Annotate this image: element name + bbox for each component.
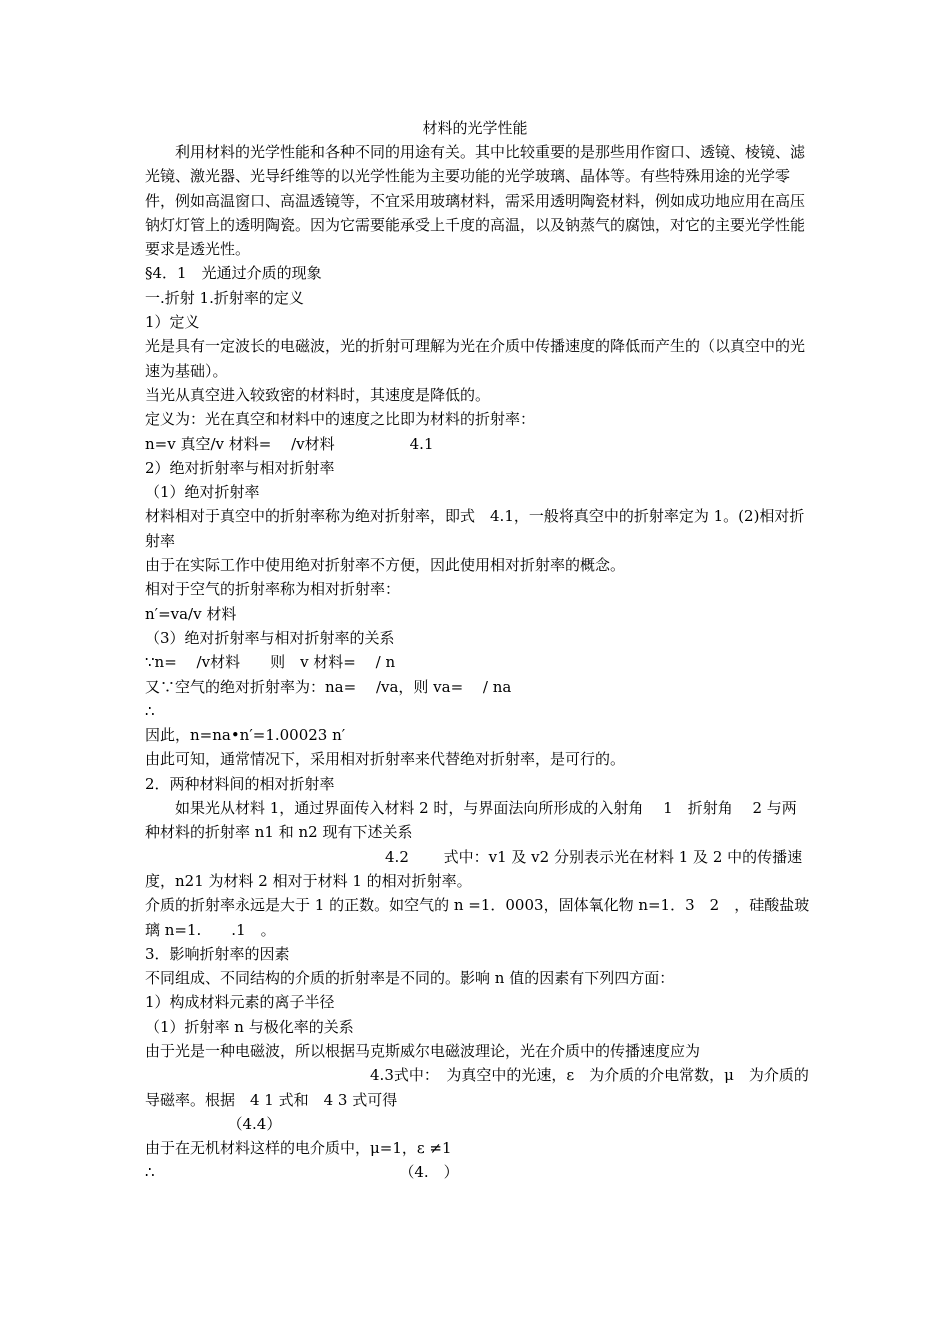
body-paragraph: 4.2 式中：v1 及 v2 分别表示光在材料 1 及 2 中的传播速度，n21 为材料 2 相对于材料 1 的相对折射率。 (145, 847, 803, 890)
document-title: 材料的光学性能 (422, 119, 528, 137)
section-heading: 3．影响折射率的因素 (145, 944, 290, 963)
document-body (145, 140, 811, 1185)
item-heading: 1）定义 (145, 313, 200, 332)
body-paragraph: 4.3式中： 为真空中的光速，ε 为介质的介电常数，μ 为介质的导磁率。根据 4 1 式和 4 3 式可得 (145, 1066, 809, 1109)
body-paragraph: 光是具有一定波长的电磁波，光的折射可理解为光在介质中传播速度的降低而产生的（以真空中的光速为基础）。 (145, 337, 806, 380)
body-paragraph: 如果光从材料 1，通过界面传入材料 2 时，与界面法向所形成的入射角 1 折射角 2 与两种材料的折射率 n1 和 n2 现有下述关系 (145, 799, 797, 842)
body-paragraph: 不同组成、不同结构的介质的折射率是不同的。影响 n 值的因素有下列四方面： (145, 969, 675, 988)
item-heading: （1）绝对折射率 (145, 483, 260, 502)
item-heading: （3）绝对折射率与相对折射率的关系 (145, 628, 395, 647)
item-heading: 2）绝对折射率与相对折射率 (145, 458, 335, 477)
body-paragraph: 材料相对于真空中的折射率称为绝对折射率，即式 4.1，一般将真空中的折射率定为 1。(2)相对折射率 (145, 507, 805, 550)
body-paragraph: 介质的折射率永远是大于 1 的正数。如空气的 n =1．0003，固体氧化物 n=1．3 2 ，硅酸盐玻璃 n=1. .1 。 (145, 896, 810, 939)
formula-line: ∴ （4. ） (145, 1163, 459, 1182)
body-paragraph: 由于在实际工作中使用绝对折射率不方便，因此使用相对折射率的概念。 (145, 556, 626, 575)
formula-line: （4.4） (145, 1114, 282, 1133)
intro-paragraph: 利用材料的光学性能和各种不同的用途有关。其中比较重要的是那些用作窗口、透镜、棱镜、滤光镜、激光器、光导纤维等的以光学性能为主要功能的光学玻璃、晶体等。有些特殊用途的光学零件，例如高温窗口、高温透镜等，不宜采用玻璃材料，需采用透明陶瓷材料，例如成功地应用在高压钠灯灯管上的透明陶瓷。因为它需要能承受上千度的高温，以及钠蒸气的腐蚀，对它的主要光学性能要求是透光性。 (145, 143, 806, 259)
formula-line: n=v 真空/v 材料= /v材料 4.1 (145, 434, 434, 453)
formula-line: ∴ (145, 701, 155, 720)
body-paragraph: 由于在无机材料这样的电介质中，μ=1，ε ≠1 (145, 1139, 452, 1158)
formula-line: 又∵空气的绝对折射率为：na= /va，则 va= / na (145, 677, 512, 696)
subsection-heading: 一.折射 1.折射率的定义 (145, 288, 304, 307)
section-heading: §4．1 光通过介质的现象 (145, 264, 322, 283)
formula-line: n′=va/v 材料 (145, 604, 237, 623)
body-paragraph: 由于光是一种电磁波，所以根据马克斯威尔电磁波理论，光在介质中的传播速度应为 (145, 1041, 701, 1060)
formula-line: ∵n= /v材料 则 v 材料= / n (145, 653, 396, 672)
body-paragraph: 相对于空气的折射率称为相对折射率： (145, 580, 401, 599)
body-paragraph: 由此可知，通常情况下，采用相对折射率来代替绝对折射率，是可行的。 (145, 750, 626, 769)
item-heading: 1）构成材料元素的离子半径 (145, 993, 335, 1012)
formula-line: 因此，n=na•n′=1.00023 n′ (145, 726, 346, 745)
body-paragraph: 定义为：光在真空和材料中的速度之比即为材料的折射率： (145, 410, 536, 429)
section-heading: 2．两种材料间的相对折射率 (145, 774, 335, 793)
body-paragraph: 当光从真空进入较致密的材料时，其速度是降低的。 (145, 385, 491, 404)
item-heading: （1）折射率 n 与极化率的关系 (145, 1017, 354, 1036)
